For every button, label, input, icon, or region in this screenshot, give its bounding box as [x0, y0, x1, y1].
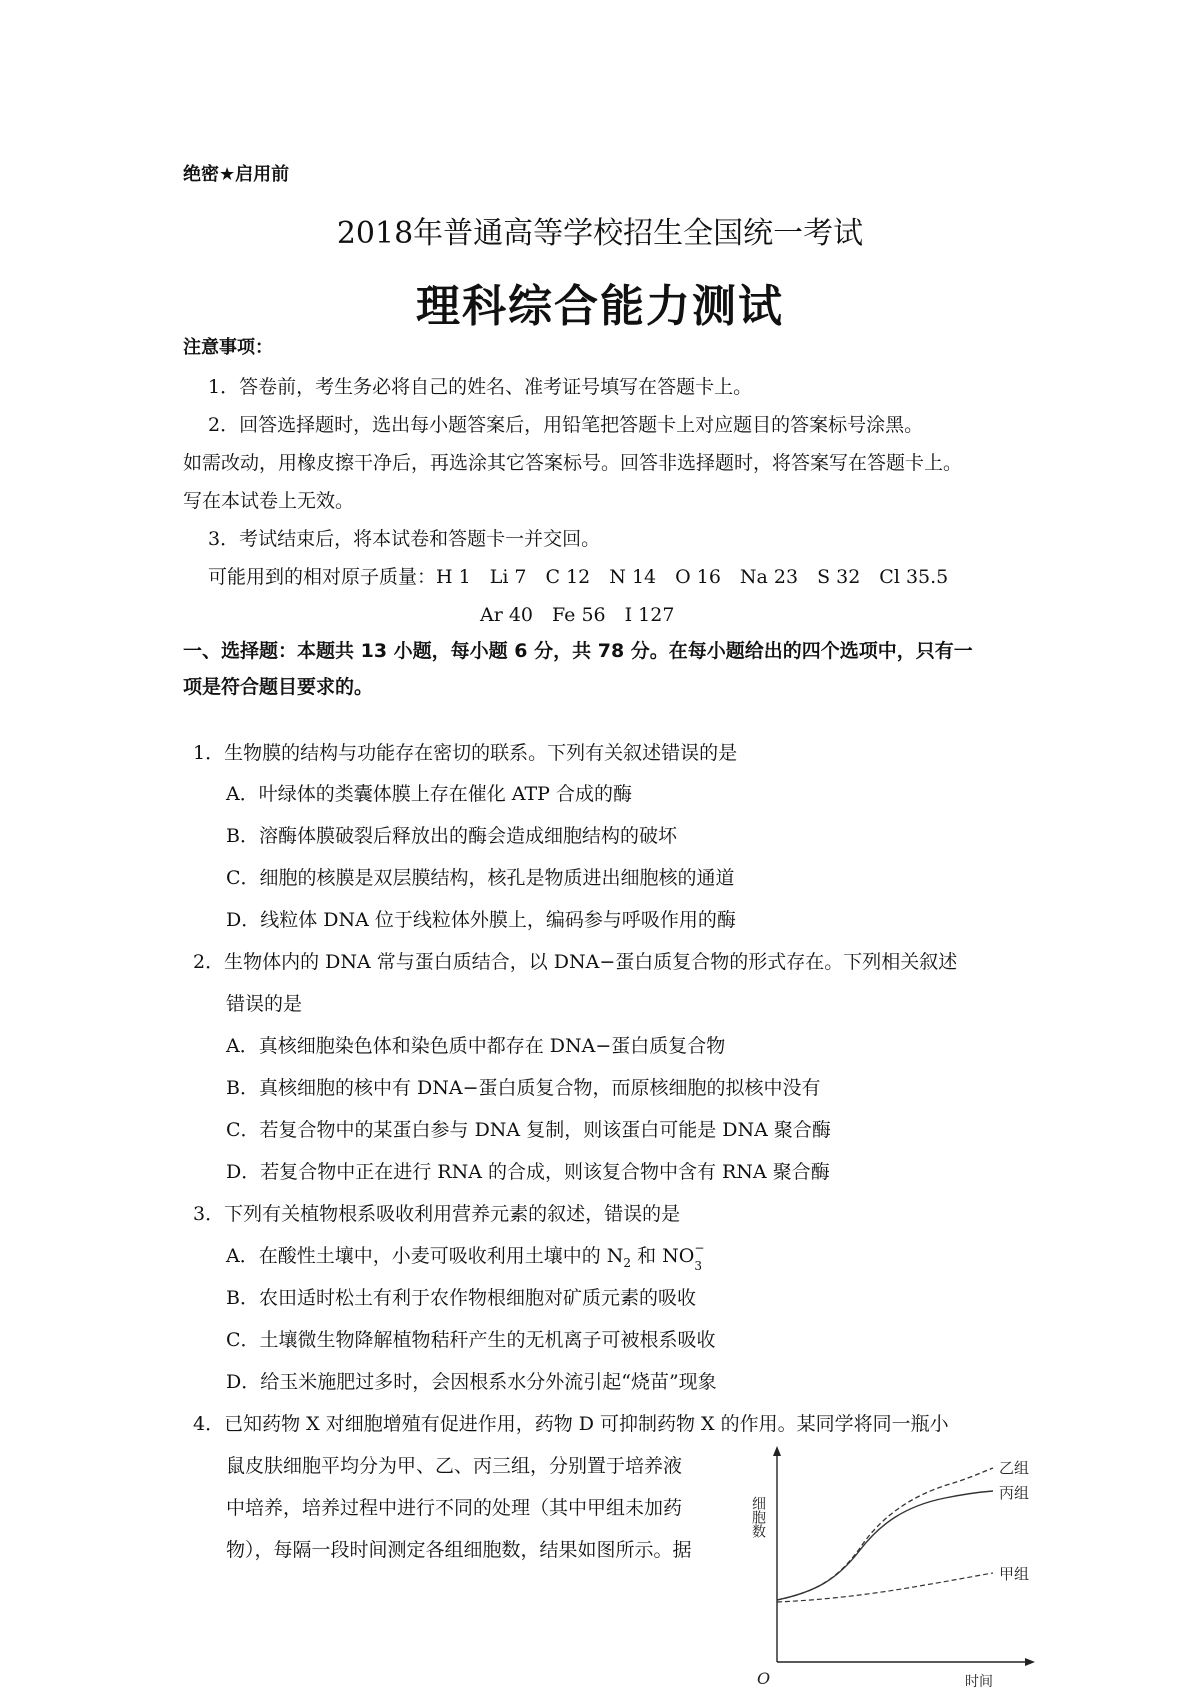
y-axis-label: 细胞数	[750, 1496, 766, 1538]
section-heading-line-2: 项是符合题目要求的。	[183, 676, 374, 698]
secret-label: 绝密★启用前	[183, 164, 290, 185]
q3-option-d: D．给玉米施肥过多时，会因根系水分外流引起“烧苗”现象	[226, 1371, 717, 1393]
exam-title: 2018年普通高等学校招生全国统一考试	[336, 216, 864, 251]
q4-stem-line-1: 4．已知药物 X 对细胞增殖有促进作用，药物 D 可抑制药物 X 的作用。某同学将同一瓶小	[193, 1413, 949, 1435]
paper-title: 理科综合能力测试	[416, 281, 784, 332]
series-jia-label: 甲组	[999, 1565, 1030, 1583]
notice-item-2-line-2: 如需改动，用橡皮擦干净后，再选涂其它答案标号。回答非选择题时，将答案写在答题卡上。	[183, 452, 963, 474]
y-axis-arrow	[773, 1446, 781, 1456]
q3-option-a-and: 和	[631, 1245, 663, 1267]
q2-option-a: A．真核细胞染色体和染色质中都存在 DNA−蛋白质复合物	[226, 1035, 726, 1057]
x-axis-label: 时间	[965, 1674, 993, 1690]
atomic-mass-line-1: 可能用到的相对原子质量：H 1 Li 7 C 12 N 14 O 16 Na 23 S 32 Cl 35.5	[208, 566, 949, 588]
series-yi-line	[777, 1468, 993, 1600]
q2-option-d: D．若复合物中正在进行 RNA 的合成，则该复合物中含有 RNA 聚合酶	[226, 1161, 830, 1183]
series-bing-line	[777, 1491, 993, 1600]
x-axis-arrow	[1025, 1658, 1035, 1666]
cell-growth-figure	[750, 1440, 1045, 1690]
q1-option-a: A．叶绿体的类囊体膜上存在催化 ATP 合成的酶	[226, 783, 632, 805]
q1-option-c: C．细胞的核膜是双层膜结构，核孔是物质进出细胞核的通道	[226, 867, 735, 889]
q4-stem-line-4: 物），每隔一段时间测定各组细胞数，结果如图所示。据	[226, 1539, 692, 1561]
notice-item-2-line-1: 2．回答选择题时，选出每小题答案后，用铅笔把答题卡上对应题目的答案标号涂黑。	[208, 414, 924, 436]
q3-option-b: B．农田适时松土有利于农作物根细胞对矿质元素的吸收	[226, 1287, 696, 1309]
origin-label: O	[757, 1669, 771, 1688]
q2-option-c: C．若复合物中的某蛋白参与 DNA 复制，则该蛋白可能是 DNA 聚合酶	[226, 1119, 831, 1141]
q1-option-b: B．溶酶体膜破裂后释放出的酶会造成细胞结构的破坏	[226, 825, 677, 847]
notice-heading: 注意事项：	[183, 337, 273, 358]
n2-subscript: 2	[623, 1255, 632, 1270]
nitrate-scripts	[694, 1241, 705, 1273]
q4-stem-line-2: 鼠皮肤细胞平均分为甲、乙、丙三组，分别置于培养液	[226, 1455, 683, 1477]
q3-option-a	[226, 1241, 705, 1273]
nitrate-subscript: 3	[694, 1259, 702, 1273]
q1-option-d: D．线粒体 DNA 位于线粒体外膜上，编码参与呼吸作用的酶	[226, 909, 736, 931]
nitrate-base: NO	[662, 1245, 695, 1267]
q3-option-a-text: A．在酸性土壤中，小麦可吸收利用土壤中的 N	[226, 1245, 624, 1267]
series-bing-label: 丙组	[999, 1484, 1030, 1502]
q3-option-c: C．土壤微生物降解植物秸秆产生的无机离子可被根系吸收	[226, 1329, 716, 1351]
series-jia-line	[777, 1573, 993, 1602]
nitrate-charge: −	[694, 1241, 705, 1255]
notice-item-2-line-3: 写在本试卷上无效。	[183, 490, 355, 512]
q2-option-b: B．真核细胞的核中有 DNA−蛋白质复合物，而原核细胞的拟核中没有	[226, 1077, 821, 1099]
nitrate-formula	[662, 1241, 705, 1273]
notice-item-3: 3．考试结束后，将本试卷和答题卡一并交回。	[208, 528, 601, 550]
q4-stem-line-3: 中培养，培养过程中进行不同的处理（其中甲组未加药	[226, 1497, 683, 1519]
series-yi-label: 乙组	[999, 1459, 1030, 1477]
q2-stem-line-1: 2．生物体内的 DNA 常与蛋白质结合，以 DNA−蛋白质复合物的形式存在。下列相关叙述	[193, 951, 958, 973]
q3-stem: 3．下列有关植物根系吸收利用营养元素的叙述，错误的是	[193, 1203, 681, 1225]
section-heading-line-1: 一、选择题：本题共 13 小题，每小题 6 分，共 78 分。在每小题给出的四个选项中，只有一	[183, 640, 973, 662]
notice-item-1: 1．答卷前，考生务必将自己的姓名、准考证号填写在答题卡上。	[208, 376, 753, 398]
q1-stem: 1．生物膜的结构与功能存在密切的联系。下列有关叙述错误的是	[193, 742, 738, 764]
q2-stem-line-2: 错误的是	[226, 993, 303, 1015]
atomic-mass-line-2: Ar 40 Fe 56 I 127	[480, 604, 675, 626]
